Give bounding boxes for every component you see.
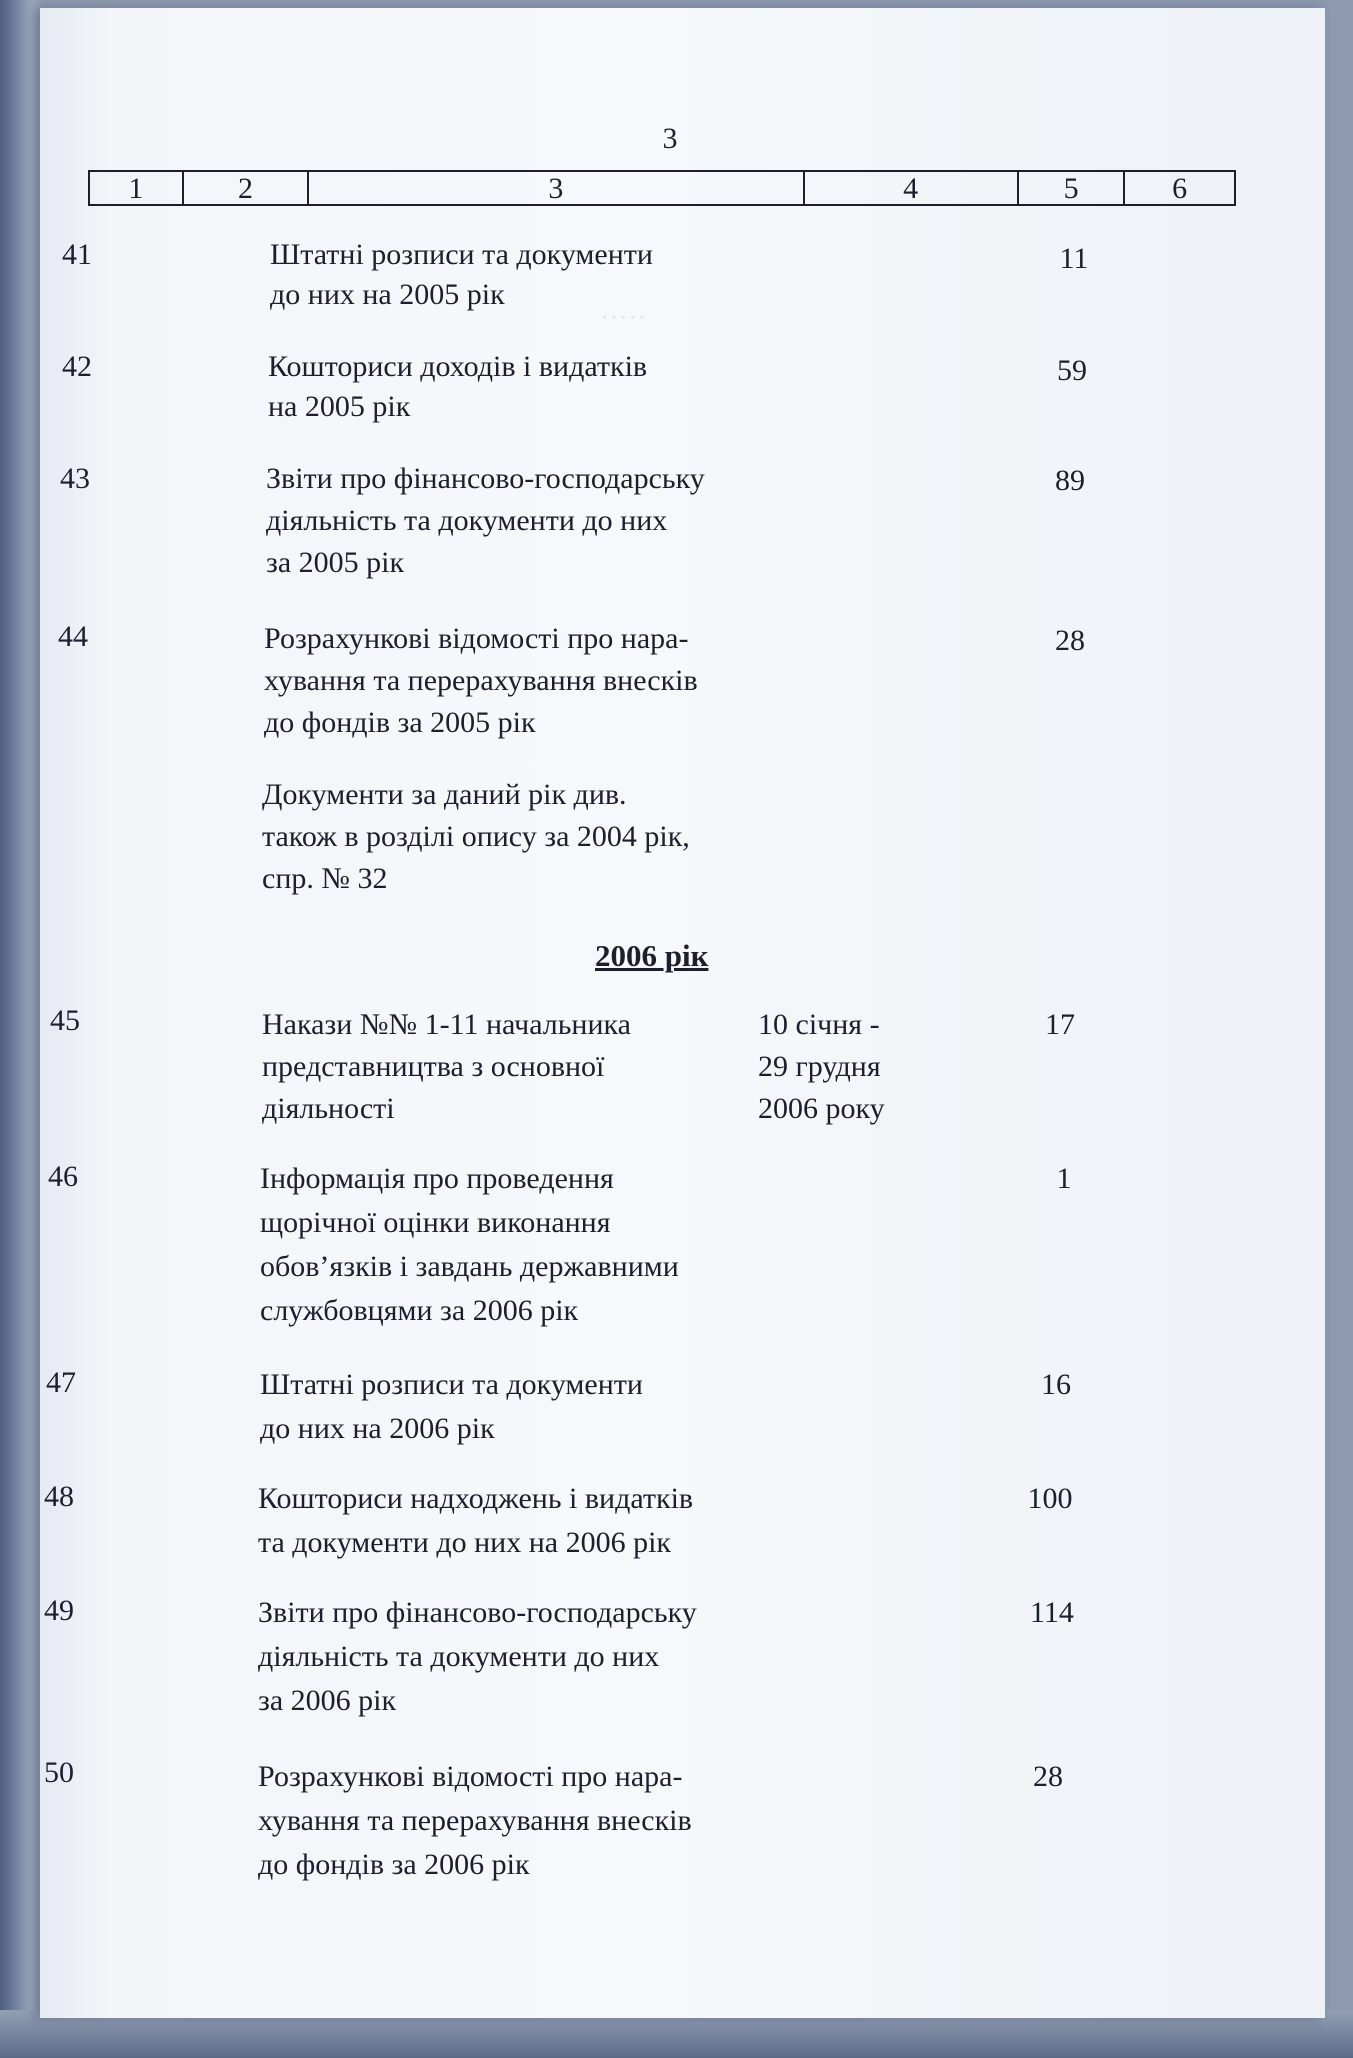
entry-title-line: діяльність та документи до них	[258, 1640, 660, 1673]
entry-count: 16	[1041, 1368, 1071, 1401]
entry-title-line: представництва з основної	[262, 1050, 605, 1083]
bleed-through-text: ·····	[600, 303, 647, 334]
column-header-row	[88, 170, 1236, 206]
entry-title-line: обов’язків і завдань державними	[260, 1250, 679, 1283]
entry-title-line: службовцями за 2006 рік	[260, 1294, 579, 1327]
entry-count: 114	[1030, 1596, 1074, 1629]
entry-number: 46	[48, 1160, 78, 1193]
entry-number: 48	[44, 1480, 74, 1513]
page-number: 3	[662, 122, 678, 155]
entry-number: 49	[44, 1594, 74, 1627]
entry-title-line: щорічної оцінки виконання	[260, 1206, 611, 1239]
entry-number: 44	[58, 620, 88, 653]
entry-count: 59	[1057, 354, 1087, 387]
entry-count: 89	[1055, 464, 1085, 497]
column-header-3: 3	[309, 172, 804, 204]
entry-title-line: Звіти про фінансово-господарську	[258, 1596, 697, 1629]
entry-count: 100	[1027, 1482, 1073, 1515]
entry-date-line: 10 січня -	[758, 1008, 880, 1041]
column-header-4: 4	[805, 172, 1019, 204]
entry-title-line: за 2005 рік	[266, 546, 405, 579]
entry-title-line: за 2006 рік	[258, 1684, 397, 1717]
entry-number: 47	[46, 1366, 76, 1399]
entry-title-line: Звіти про фінансово-господарську	[266, 462, 705, 495]
entry-title-line: та документи до них на 2006 рік	[258, 1526, 671, 1559]
entry-title-line: Кошториси надходжень і видатків	[258, 1482, 694, 1515]
column-header-1: 1	[90, 172, 184, 204]
entry-number: 42	[62, 350, 92, 383]
entry-title-line: до фондів за 2005 рік	[264, 706, 536, 739]
entry-count: 11	[1059, 242, 1089, 275]
entry-title-line: на 2005 рік	[268, 390, 411, 423]
entry-title-line: Накази №№ 1-11 начальника	[262, 1008, 631, 1041]
entry-count: 1	[1056, 1162, 1072, 1195]
document-page	[40, 8, 1325, 2018]
column-header-2: 2	[184, 172, 310, 204]
entry-count: 28	[1055, 624, 1085, 657]
entry-title-line: Штатні розписи та документи	[270, 238, 653, 271]
entry-title-line: до них на 2006 рік	[260, 1412, 495, 1445]
section-heading: 2006 рік	[595, 938, 709, 973]
entry-count: 28	[1033, 1760, 1063, 1793]
entry-number: 41	[62, 238, 92, 271]
note-line: Документи за даний рік див.	[262, 778, 627, 811]
entry-date-line: 29 грудня	[758, 1050, 881, 1083]
entry-title-line: Розрахункові відомості про нара-	[258, 1760, 683, 1793]
entry-title-line: до них на 2005 рік	[270, 278, 505, 311]
entry-title-line: Розрахункові відомості про нара-	[264, 622, 689, 655]
column-header-6: 6	[1172, 172, 1188, 205]
entry-title-line: Інформація про проведення	[260, 1162, 614, 1195]
entry-title-line: Штатні розписи та документи	[260, 1368, 643, 1401]
entry-title-line: Кошториси доходів і видатків	[268, 350, 648, 383]
note-line: також в розділі опису за 2004 рік,	[262, 820, 690, 853]
entry-number: 50	[44, 1756, 74, 1789]
entry-date-line: 2006 року	[758, 1092, 885, 1125]
entry-title-line: хування та перерахування внесків	[264, 664, 698, 697]
entry-title-line: діяльність та документи до них	[266, 504, 668, 537]
entry-title-line: до фондів за 2006 рік	[258, 1848, 530, 1881]
entry-number: 45	[50, 1004, 80, 1037]
column-header-5: 5	[1019, 172, 1126, 204]
note-line: спр. № 32	[262, 862, 388, 895]
entry-title-line: хування та перерахування внесків	[258, 1804, 692, 1837]
entry-count: 17	[1045, 1008, 1075, 1041]
entry-title-line: діяльності	[262, 1092, 395, 1125]
entry-number: 43	[60, 462, 90, 495]
